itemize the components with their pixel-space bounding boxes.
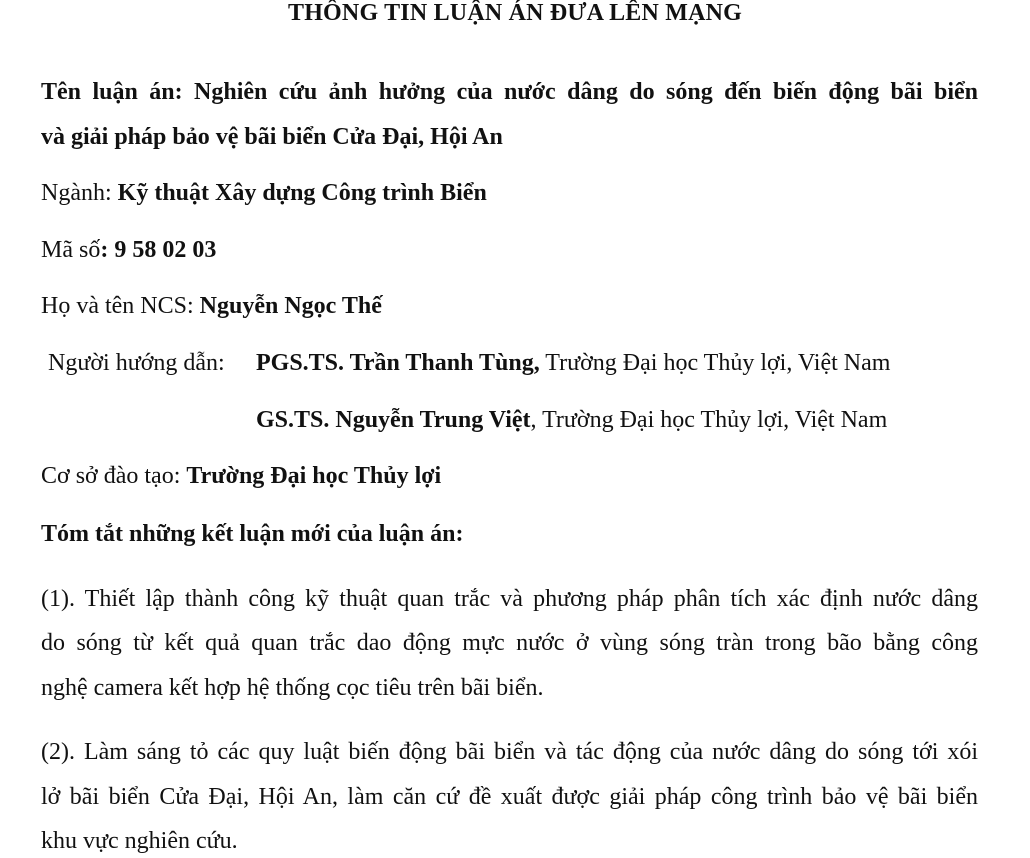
- conclusion-2-line-1: (2). Làm sáng tỏ các quy luật biến động bãi biển và tác động của nước dâng do sóng tới xói: [41, 739, 978, 765]
- summary-heading: Tóm tắt những kết luận mới của luận án:: [41, 521, 464, 547]
- conclusion-1-line-1: (1). Thiết lập thành công kỹ thuật quan trắc và phương pháp phân tích xác định nước dâng: [41, 586, 978, 612]
- thesis-title-text-1: Nghiên cứu ảnh hưởng của nước dâng do sóng đến biến động bãi biển: [194, 79, 978, 105]
- conclusion-2-line-3: khu vực nghiên cứu.: [41, 828, 238, 854]
- conclusion-2-line-2: lở bãi biển Cửa Đại, Hội An, làm căn cứ đề xuất được giải pháp công trình bảo vệ bãi biển: [41, 784, 978, 810]
- conclusion-1-line-3: nghệ camera kết hợp hệ thống cọc tiêu trên bãi biển.: [41, 675, 544, 701]
- candidate-name: Nguyễn Ngọc Thế: [199, 293, 382, 319]
- candidate-row: [41, 293, 382, 320]
- supervisor-2-name: GS.TS. Nguyễn Trung Việt: [256, 407, 531, 433]
- supervisor-2-affiliation: , Trường Đại học Thủy lợi, Việt Nam: [530, 407, 888, 433]
- supervisor-row-1: [256, 350, 890, 377]
- thesis-title-line-1: [41, 79, 978, 106]
- institution-label: Cơ sở đào tạo:: [41, 463, 187, 489]
- thesis-title-label: Tên luận án:: [41, 79, 195, 105]
- major-value: Kỹ thuật Xây dựng Công trình Biển: [117, 180, 487, 206]
- candidate-label: Họ và tên NCS:: [41, 293, 200, 319]
- supervisor-label: Người hướng dẫn:: [48, 350, 225, 376]
- thesis-title-line-2: [41, 124, 503, 151]
- institution-row: [41, 463, 441, 490]
- supervisor-row-2: [256, 407, 887, 434]
- major-label: Ngành:: [41, 180, 118, 206]
- institution-value: Trường Đại học Thủy lợi: [186, 463, 442, 489]
- code-value: : 9 58 02 03: [100, 237, 217, 263]
- page-title: THÔNG TIN LUẬN ÁN ĐƯA LÊN MẠNG: [287, 0, 743, 26]
- thesis-title-text-2: và giải pháp bảo vệ bãi biển Cửa Đại, Hội An: [41, 124, 503, 150]
- conclusion-1-line-2: do sóng từ kết quả quan trắc dao động mực nước ở vùng sóng tràn trong bão bằng công: [41, 630, 978, 656]
- supervisor-1-name: PGS.TS. Trần Thanh Tùng,: [256, 350, 540, 376]
- supervisor-1-affiliation: Trường Đại học Thủy lợi, Việt Nam: [539, 350, 891, 376]
- code-label: Mã số: [41, 237, 101, 263]
- major-row: [41, 180, 487, 207]
- code-row: [41, 237, 216, 264]
